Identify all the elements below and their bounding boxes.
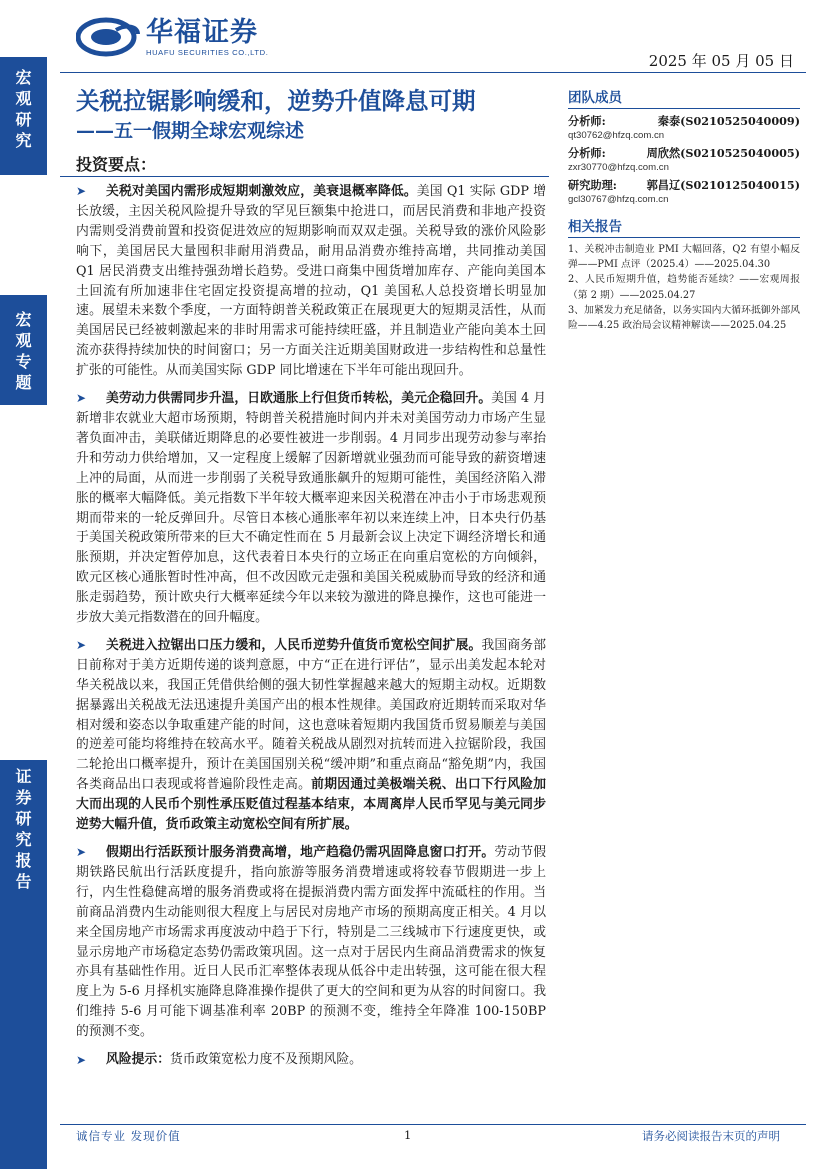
logo-english-name: HUAFU SECURITIES CO.,LTD. [146, 47, 269, 57]
side-tab-char: 观 [15, 331, 32, 350]
key-point-body: 劳动节假期铁路民航出行活跃度提升，指向旅游等服务消费增速或将较春节假期进一步上行，内生性稳健高增的服务消费或将在提振消费内需方面发挥中流砥柱的作用。当前商品消费内生动能则很大程度上与居民对房地产市场的预期高度正相关。4 月以来全国房地产市场需求再度波动中趋于下行，特别是二三线城市下行速度更快，或显示房地产市场稳定态势仍需政策巩固。这一点对于居民内生商品消费需求的恢复亦具有基础性作用。近日人民币汇率整体表现从低谷中走出转强，这可能在很大程度上为 5-6 月择机实施降息降准操作提供了更大的空间和更为从容的时间窗口。我们维持 5-6 月可能下调基准利率 20BP 的预测不变，维持全年降准 100-150BP 的预测不变。 [76, 845, 547, 1040]
logo-chinese-name: 华福证券 [146, 16, 258, 48]
arrow-bullet-icon: ➤ [76, 391, 87, 406]
report-subtitle: ——五一假期全球宏观综述 [76, 120, 305, 142]
key-point-lead: 关税对美国内需形成短期刺激效应，美衰退概率降低。 [106, 184, 417, 199]
analyst-role: 分析师: [568, 146, 606, 160]
side-tab-char: 报 [15, 851, 32, 870]
section-divider [60, 176, 549, 177]
side-tab-char: 究 [15, 131, 32, 150]
footer-divider [60, 1124, 806, 1125]
key-point-paragraph [76, 636, 546, 835]
report-title: 关税拉锯影响缓和，逆势升值降息可期 [76, 87, 476, 115]
side-tab-char: 宏 [15, 68, 32, 87]
analyst-email[interactable]: zxr30770@hfzq.com.cn [568, 162, 669, 173]
side-tab-char: 研 [15, 110, 32, 129]
key-point-lead: 美劳动力供需同步升温，日欧通胀上行但货币转松，美元企稳回升。 [106, 391, 492, 407]
arrow-bullet-icon: ➤ [76, 184, 87, 198]
arrow-bullet-icon: ➤ [76, 1053, 87, 1068]
key-point-paragraph [76, 182, 546, 381]
risk-lead: 风险提示： [106, 1052, 170, 1068]
analyst-role: 研究助理: [568, 178, 617, 192]
key-point-body: 我国商务部日前称对于美方近期传递的谈判意愿，中方“正在进行评估”，显示出美发起本轮对华关税战以来，我国正凭借供给侧的强大韧性掌握越来越大的短期主动权。近期数据暴露出关税战无法迅速提升美国产出的根本性规律。美国政府近期转而采取对华相对缓和姿态以争取重建产能的时间，这也意味着短期内我国货币贸易顺差与美国的逆差可能均将维持在较高水平。随着关税战从剧烈对抗转而进入拉锯阶段，我国二轮抢出口概率提升，预计在美国国别关税“缓冲期”和重点商品“豁免期”内，我国各类商品出口表现或将普遍阶段性走高。 [76, 637, 547, 793]
header-divider [60, 72, 806, 73]
analyst-row [568, 113, 800, 129]
side-tab-char: 券 [15, 788, 32, 807]
analyst-name: 周欣然(S0210525040005) [646, 146, 800, 160]
report-date: 2025 年 05 月 05 日 [648, 52, 794, 70]
side-tab-macro-research [0, 57, 47, 175]
page-number: 1 [404, 1128, 412, 1142]
side-tab-char: 题 [15, 373, 32, 392]
company-logo [76, 14, 306, 60]
section-heading: 投资要点： [76, 155, 157, 174]
team-heading: 团队成员 [568, 86, 800, 109]
side-tab-char: 专 [15, 352, 32, 371]
side-tab-securities-report [0, 760, 47, 1169]
key-point-paragraph [76, 389, 546, 628]
analyst-row [568, 177, 800, 193]
huafu-logo-icon [76, 16, 140, 58]
side-tab-char: 究 [15, 830, 32, 849]
footer-slogan: 诚信专业 发现价值 [76, 1129, 181, 1143]
risk-warning [76, 1050, 546, 1070]
right-sidebar [568, 86, 800, 333]
key-point-lead: 假期出行活跃预计服务消费高增，地产趋稳仍需巩固降息窗口打开。 [106, 845, 495, 860]
side-tab-char: 研 [15, 809, 32, 828]
related-report-item[interactable]: 2、人民币短期升值，趋势能否延续？——宏观周报（第 2 期）——2025.04.27 [568, 274, 800, 301]
arrow-bullet-icon: ➤ [76, 845, 87, 859]
related-reports-heading: 相关报告 [568, 215, 800, 238]
related-report-item[interactable]: 3、加紧发力充足储备，以务实国内大循环抵御外部风险——4.25 政治局会议精神解读——2025.04.25 [568, 304, 800, 332]
analyst-email[interactable]: gcl30767@hfzq.com.cn [568, 194, 669, 205]
analyst-role: 分析师: [568, 114, 606, 128]
side-tab-char: 观 [15, 89, 32, 108]
analyst-list [568, 113, 800, 206]
main-content [76, 182, 546, 1070]
side-tab-char: 告 [15, 872, 32, 891]
key-point-paragraph [76, 843, 546, 1042]
risk-body: 货币政策宽松力度不及预期风险。 [169, 1052, 362, 1068]
related-reports-list [568, 242, 800, 333]
analyst-name: 郭昌辽(S0210125040015) [646, 178, 800, 192]
side-tab-macro-topic [0, 295, 47, 405]
analyst-email[interactable]: qt30762@hfzq.com.cn [568, 130, 665, 141]
footer-disclaimer-note: 请务必阅读报告末页的声明 [642, 1129, 780, 1143]
key-point-bold-tail: 前期因通过美极端关税、出口下行风险加大而出现的人民币个别性承压贬值过程基本结束，本周离岸人民币罕见与美元同步逆势大幅升值，货币政策主动宽松空间有所扩展。 [76, 777, 547, 833]
key-point-body: 美国 4 月新增非农就业大超市场预期，特朗普关税措施时间内并未对美国劳动力市场产生显著负面冲击，美联储近期降息的必要性被进一步削弱。4 月同步出现劳动参与率抬升和劳动力供给增加，又一定程度上缓解了因新增就业强劲而可能导致的薪资增速上冲的局面，从而进一步削弱了关税导致通胀飙升的短期可能性，美国经济陷入滞胀的概率大幅降低。美元指数下半年较大概率迎来因关税潜在冲击小于市场悲观预期而带来的一轮反弹回升。尽管日本核心通胀率年初以来连续上冲，日本央行仍基于美国关税政策所带来的巨大不确定性而在 5 月最新会议上决定下调经济增长和通胀预期，并决定暂停加息，这代表着日本央行的立场正在向重启宽松的方向倾斜，欧元区核心通胀暂时性冲高，但不改因欧元走强和美国关税威胁而导致的经济和通胀走弱趋势，预计欧央行大概率延续今年以来较为激进的降息操作，这也可能进一步放大美元指数潜在的回升幅度。 [76, 391, 547, 626]
key-point-lead: 关税进入拉锯出口压力缓和，人民币逆势升值货币宽松空间扩展。 [106, 637, 482, 653]
arrow-bullet-icon: ➤ [76, 637, 87, 652]
related-report-item[interactable]: 1、关税冲击制造业 PMI 大幅回落，Q2 有望小幅反弹——PMI 点评（2025.4）——2025.04.30 [568, 244, 800, 271]
side-tab-char: 宏 [15, 310, 32, 329]
side-tab-char: 证 [15, 767, 32, 786]
key-point-body: 美国 Q1 实际 GDP 增长放缓，主因关税风险提升导致的罕见巨额集中抢进口，而居民消费和非地产投资内需则受消费前置和投资促进效应的短期影响而双双走强。关税导致的涨价风险影响下，美国居民大量囤积非耐用消费品，耐用品消费亦维持高增，共同推动美国 Q1 居民消费支出维持强劲增长趋势。受进口商集中囤货增加库存、产能向美国本土回流有所加速非住宅固定投资提高增的拉动，Q1 美国私人总投资增长明显加速。展望未来数个季度，一方面特朗普关税政策正在展现更大的短期灵活性，从而美国居民已经被刺激起来的非时用需求可能持续旺盛，并且制造业产能向美本土回流亦获得持续加快的时间窗口；另一方面关注近期美国财政进一步结构性和总量性扩张的可能性。从而美国实际 GDP 同比增速在下半年可能出现回升。 [76, 184, 547, 379]
analyst-name: 秦泰(S0210525040009) [657, 114, 800, 128]
analyst-row [568, 145, 800, 161]
